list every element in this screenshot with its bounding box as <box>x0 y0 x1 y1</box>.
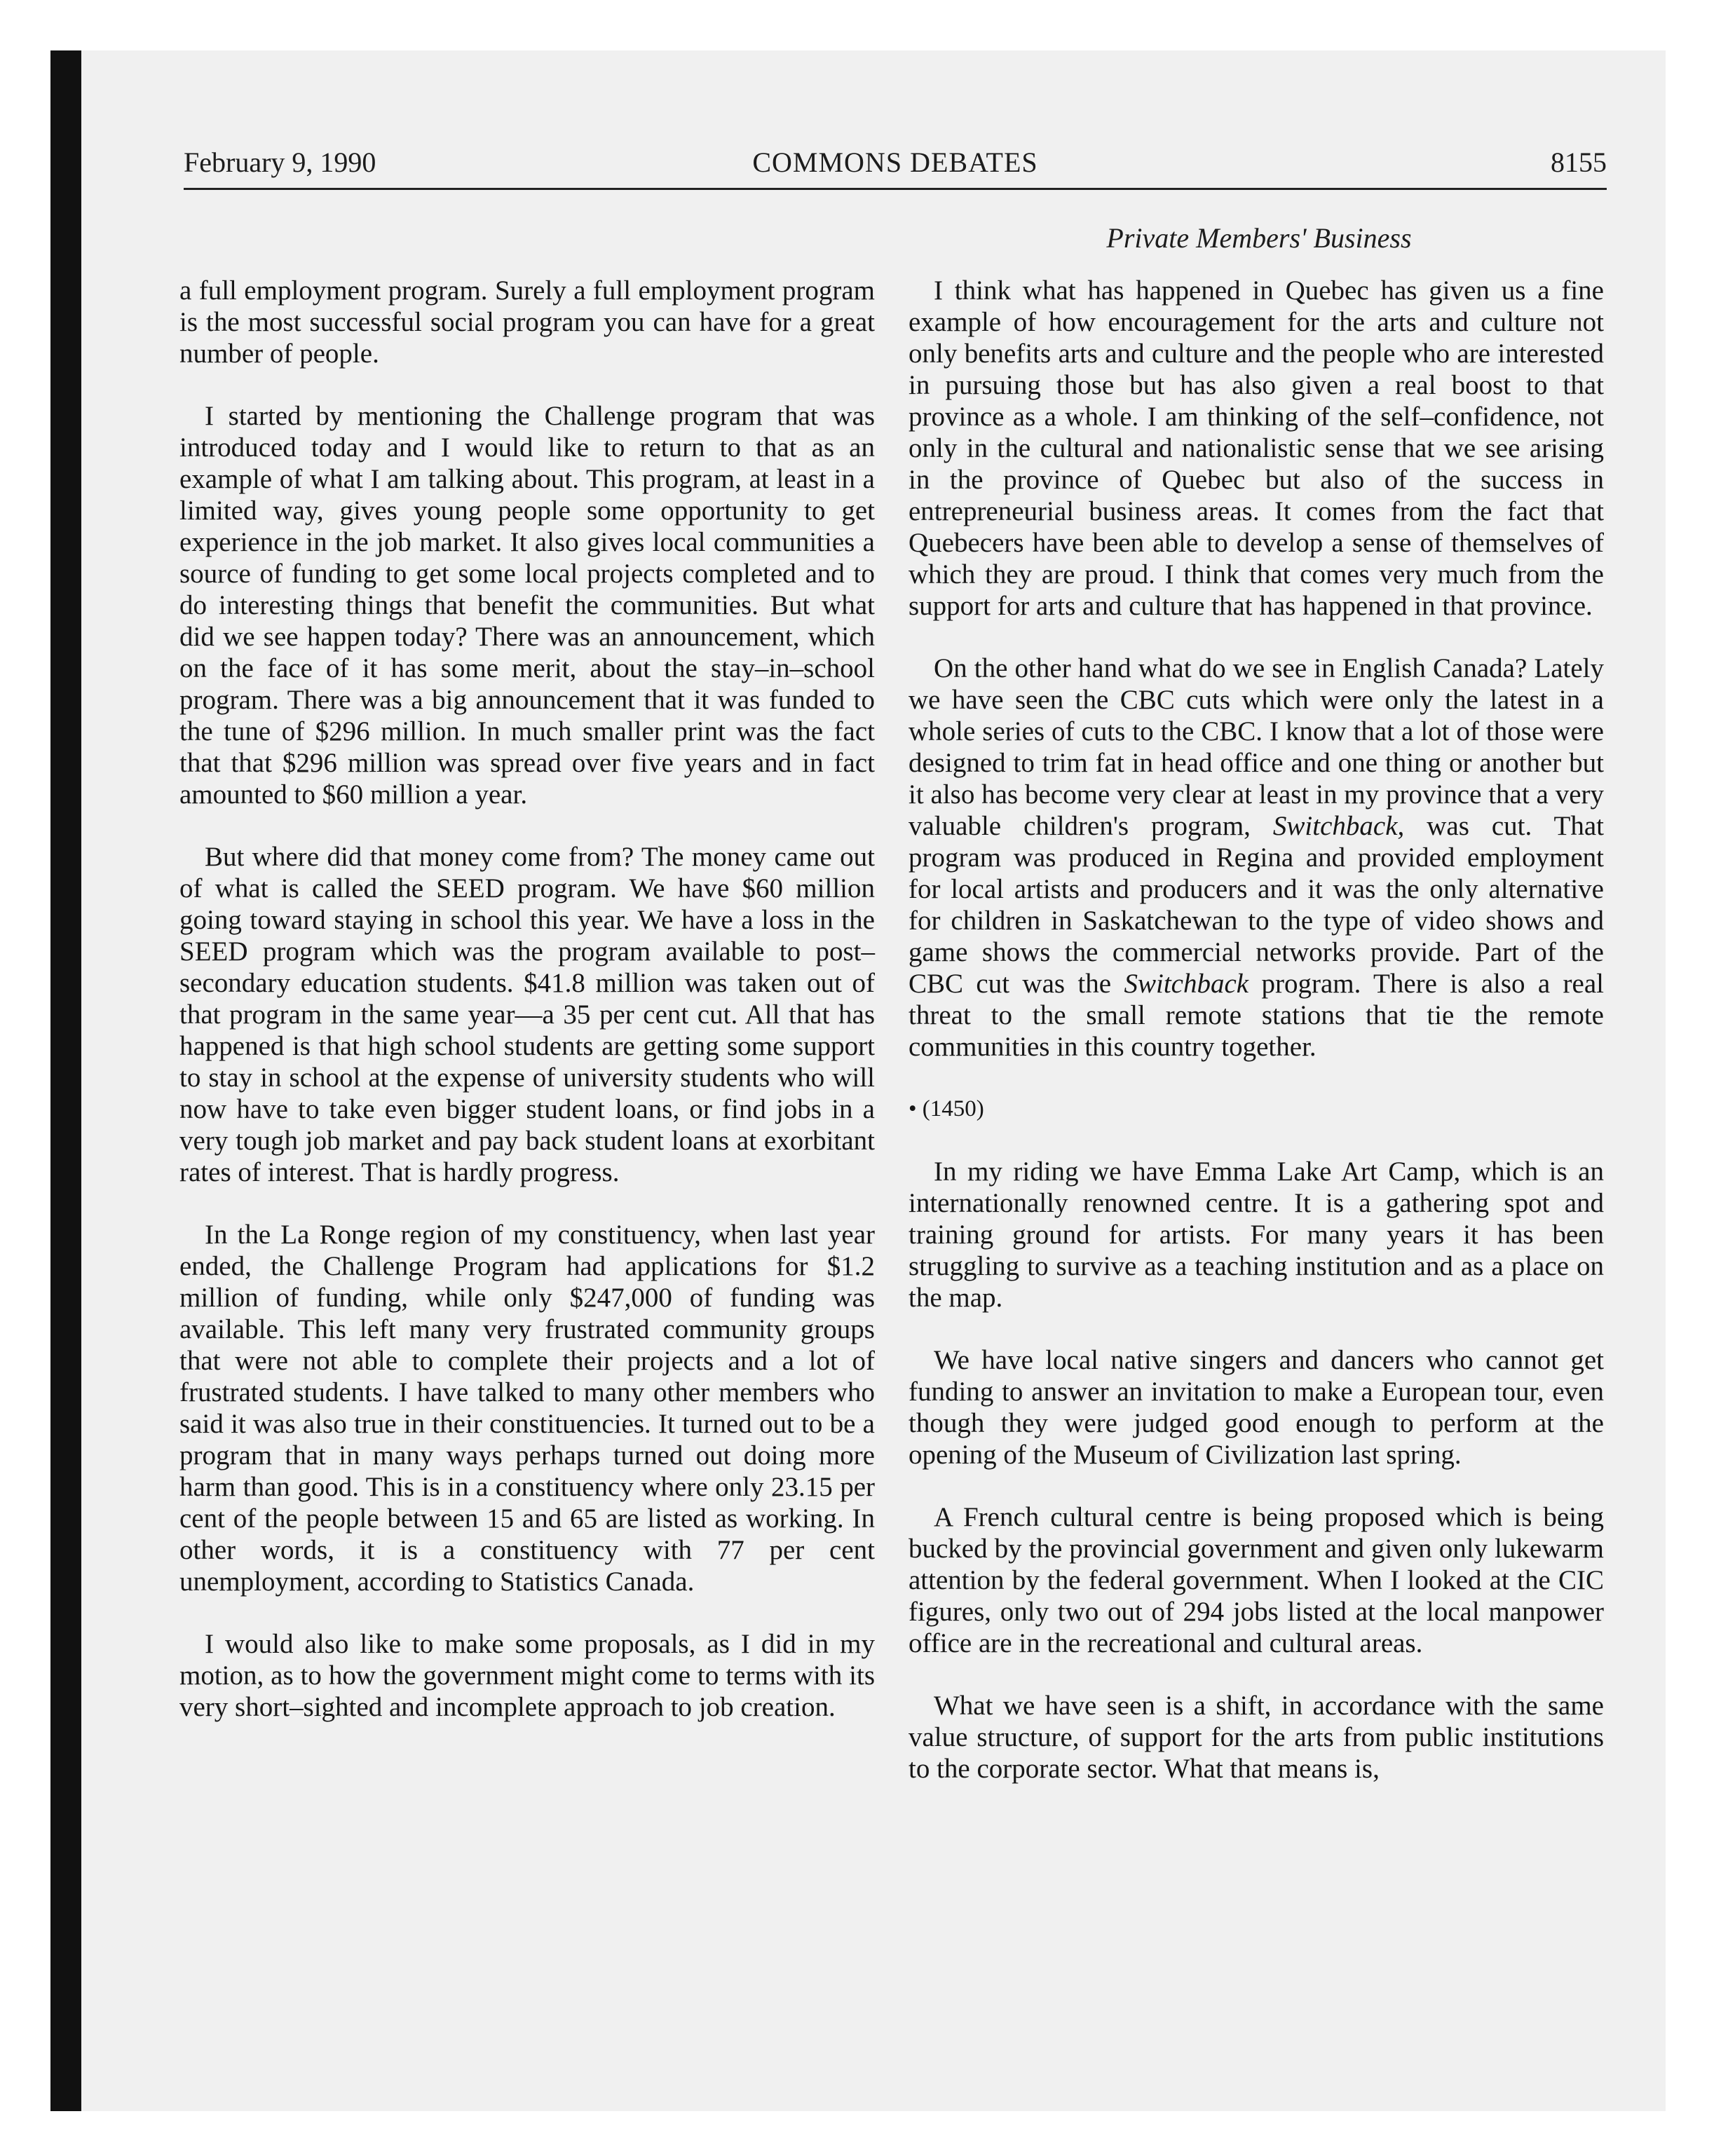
left-paragraph-3: But where did that money come from? The money came out of what is called the SEED program. We have $60 million going toward staying in school this year. We have a loss in the SEED program which was the program available to post–secondary education students. $41.8 million was taken out of that program in the same year—a 35 per cent cut. All that has happened is that high school students are getting some support to stay in school at the expense of university students who will now have to take even bigger student loans, or find jobs in a very tough job market and pay back student loans at exorbitant rates of interest. That is hardly progress. <box>179 842 875 1187</box>
right-paragraph-2 <box>909 653 1604 1063</box>
scan-edge-bar <box>50 50 81 2111</box>
right-paragraph-2-text-a: On the other hand what do we see in English Canada? Lately we have seen the CBC cuts which were only the latest in a whole series of cuts to the CBC. I know that a lot of those were designed to trim fat in head office and one thing or another but it also has become very clear at least in my province that a very valuable children's program, <box>909 653 1604 841</box>
left-paragraph-2: I started by mentioning the Challenge program that was introduced today and I would like to return to that as an example of what I am talking about. This program, at least in a limited way, gives young people some opportunity to get experience in the job market. It also gives local communities a source of funding to get some local projects completed and to do interesting things that benefit the communities. But what did we see happen today? There was an announcement, which on the face of it has some merit, about the stay–in–school program. There was a big announcement that it was funded to the tune of $296 million. In much smaller print was the fact that that $296 million was spread over five years and in fact amounted to $60 million a year. <box>179 401 875 810</box>
right-paragraph-2-text-c: program. There is also a real threat to the small remote stations that tie the remote communities in this country together. <box>909 969 1605 1062</box>
right-paragraph-2-text-b: was cut. That program was produced in Regina and provided employment for local artists and producers and it was the only alternative for children in Saskatchewan to the type of video shows and game shows the commercial networks provide. Part of the CBC cut was the <box>909 811 1605 999</box>
left-paragraph-5: I would also like to make some proposals, as I did in my motion, as to how the government might come to terms with its very short–sighted and incomplete approach to job creation. <box>179 1629 875 1722</box>
page-header <box>184 139 1607 190</box>
header-date: February 9, 1990 <box>184 146 376 178</box>
right-paragraph-5: A French cultural centre is being proposed which is being bucked by the provincial government and given only lukewarm attention by the federal government. When I looked at the CIC figures, only two out of 294 jobs listed at the local manpower office are in the recreational and cultural areas. <box>909 1502 1604 1658</box>
section-title: Private Members' Business <box>1106 222 1412 254</box>
header-title: COMMONS DEBATES <box>752 146 1038 178</box>
right-paragraph-6: What we have seen is a shift, in accordance with the same value structure, of support for the arts from public institutions to the corporate sector. What that means is, <box>909 1691 1604 1784</box>
time-marker: • (1450) <box>909 1096 984 1121</box>
right-paragraph-4: We have local native singers and dancers who cannot get funding to answer an invitation to make a European tour, even though they were judged good enough to perform at the opening of the Museum of Civilization last spring. <box>909 1345 1604 1470</box>
header-page-number: 8155 <box>1551 146 1607 178</box>
right-paragraph-3: In my riding we have Emma Lake Art Camp, which is an internationally renowned centre. It is a gathering spot and training ground for artists. For many years it has been struggling to survive as a teaching institution and as a place on the map. <box>909 1157 1604 1313</box>
left-paragraph-4: In the La Ronge region of my constituency, when last year ended, the Challenge Program had applications for $1.2 million of funding, while only $247,000 of funding was available. This left many very frustrated community groups that were not able to complete their projects and a lot of frustrated students. I have talked to many other members who said it was also true in their constituencies. It turned out to be a program that in many ways perhaps turned out doing more harm than good. This is in a constituency where only 23.15 per cent of the people between 15 and 65 are listed as working. In other words, it is a constituency with 77 per cent unemployment, according to Statistics Canada. <box>179 1220 875 1597</box>
right-column <box>909 275 1604 1815</box>
right-paragraph-1: I think what has happened in Quebec has given us a fine example of how encouragement for the arts and culture not only benefits arts and culture and the people who are interested in pursuing those but has also given a real boost to that province as a whole. I am thinking of the self–confidence, not only in the cultural and nationalistic sense that we see arising in the province of Quebec but also of the success in entrepreneurial business areas. It comes from the fact that Quebecers have been able to develop a sense of themselves of which they are proud. I think that comes very much from the support for arts and culture that has happened in that province. <box>909 275 1604 621</box>
left-paragraph-1: a full employment program. Surely a full employment program is the most successful social program you can have for a great number of people. <box>179 275 875 369</box>
left-column <box>179 275 875 1754</box>
program-title-switchback-1: Switchback, <box>1272 811 1405 841</box>
program-title-switchback-2: Switchback <box>1124 969 1249 999</box>
